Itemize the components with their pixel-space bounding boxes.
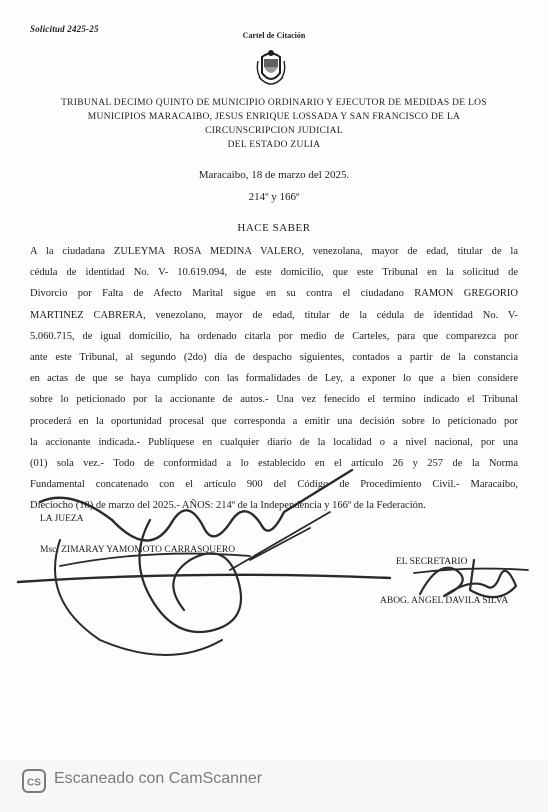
body-line: la accionante indicada.- Publíquese en cualquier diario de la localidad o a nivel nacional, por una	[30, 436, 518, 448]
judge-signature-line	[18, 575, 390, 582]
body-line: cédula de identidad No. V- 10.619.094, de este domicilio, que este Tribunal en la solicitud de	[30, 267, 518, 279]
camscanner-logo-text: CS	[27, 777, 41, 789]
body-line: 5.060.715, de igual domicilio, ha ordenado citarla por medio de Carteles, para que comparezca por	[30, 330, 518, 342]
judge-label: LA JUEZA	[40, 514, 84, 524]
court-name	[28, 96, 520, 152]
section-heading: HACE SABER	[237, 222, 311, 234]
body-line: Dieciocho (18) de marzo del 2025.- AÑOS: 214º de la Independencia y 166º de la Federación.	[30, 500, 426, 512]
scanner-footer-text: Escaneado con CamScanner	[54, 770, 263, 787]
secretary-label: EL SECRETARIO	[396, 557, 468, 567]
judge-signature-loop	[139, 520, 241, 632]
secretary-signature-line	[414, 569, 528, 573]
court-line: MUNICIPIOS MARACAIBO, JESUS ENRIQUE LOSSADA Y SAN FRANCISCO DE LA	[87, 112, 461, 122]
coat-of-arms-seal	[256, 47, 286, 89]
court-line: DEL ESTADO ZULIA	[227, 140, 321, 150]
judge-signature-flourish	[60, 512, 330, 570]
date-block	[0, 164, 548, 208]
body-line: ante este Tribunal, al segundo (2do) día de despacho siguientes, contados a partir de la constancia	[30, 351, 518, 363]
body-line: en actas de que se haya cumplido con las formalidades de Ley, a exponer lo que a bien considere	[30, 373, 518, 385]
judge-name: Msc. ZIMARAY YAMOMOTO CARRASQUERO	[40, 545, 236, 555]
years-line: 214º y 166º	[248, 191, 300, 203]
camscanner-logo-icon	[22, 769, 46, 793]
body-line: MARTINEZ CABRERA, venezolano, mayor de edad, titular de la cédula de identidad No. V-	[30, 309, 518, 321]
notice-body	[30, 241, 518, 516]
body-line: (01) sola vez.- Todo de conformidad a lo establecido en el artículo 26 y 257 de la Norma	[30, 457, 518, 469]
body-line: sobre lo peticionado por la accionante de autos.- Una vez fenecido el termino indicado el Tribunal	[30, 394, 518, 406]
body-line: A la ciudadana ZULEYMA ROSA MEDINA VALERO, venezolana, mayor de edad, titular de la	[30, 246, 518, 257]
body-line: Divorcio por Falta de Afecto Marital sigue en su contra el ciudadano RAMON GREGORIO	[30, 288, 518, 300]
secretary-name: ABOG. ANGEL DAVILA SILVA	[380, 596, 509, 606]
reference-number: Solicitud 2425-25	[30, 24, 99, 34]
document-title: Cartel de Citación	[242, 31, 306, 40]
body-line: procederá en la oportunidad procesal que corresponda a emitir una decisión sobre lo peticionado por	[30, 415, 518, 427]
court-line: CIRCUNSCRIPCION JUDICIAL	[205, 126, 343, 136]
judge-stamp-circle	[55, 540, 222, 655]
body-line: Fundamental concatenado con el artículo 900 del Código de Procedimiento Civil.- Maracaibo,	[30, 479, 518, 491]
date-line: Maracaibo, 18 de marzo del 2025.	[198, 169, 350, 181]
court-line: TRIBUNAL DECIMO QUINTO DE MUNICIPIO ORDINARIO Y EJECUTOR DE MEDIDAS DE LOS	[61, 98, 487, 108]
